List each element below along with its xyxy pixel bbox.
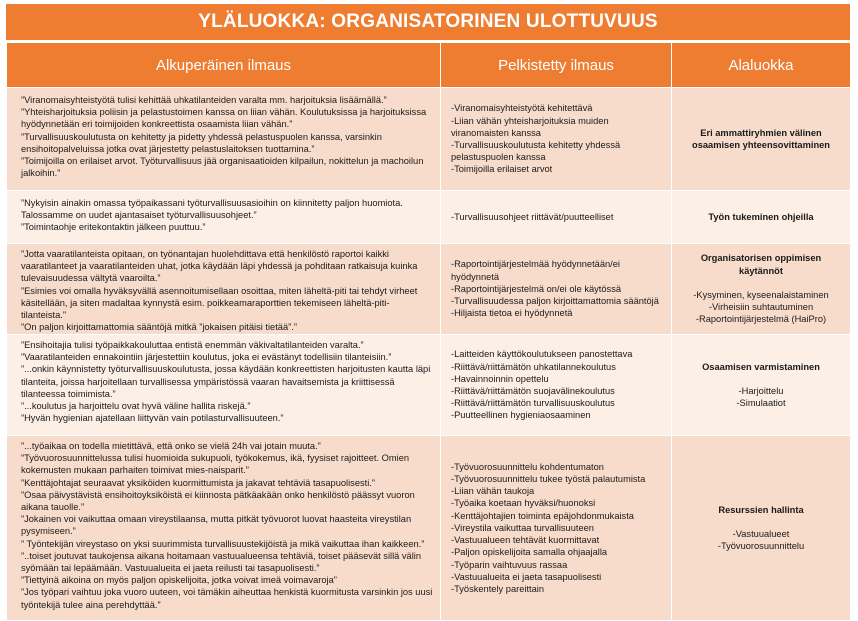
original-expression-cell (7, 88, 441, 191)
quote-line: ”Kenttäjohtajat seuraavat yksiköiden kuormittumista ja jakavat tehtäviä tasapuolisesti.” (21, 477, 375, 488)
subcategory-title: Organisatorisen oppimisen käytännöt (700, 253, 822, 276)
quote-line: ”Vaaratilanteiden ennakointiin järjestettiin koulutus, joka ei evästänyt todellisiin tilanteisiin.” (21, 352, 392, 363)
quote-line: ”Jokainen voi vaikuttaa omaan vireystilaansa, mutta pitkät työvuorot luovat haasteita vireystilan pysymiseen.” (21, 514, 412, 537)
quote-line: ”Esimies voi omalla hyväksyvällä asennoitumisellaan osoittaa, miten läheltä-piti tai tehdyt virheet käsitellään, ja siten madaltaa kynnystä esim. poikkeamaraporttien tekemiseen läheltä-piti-tilanteista.” (21, 285, 418, 321)
subcategory-title: Resurssien hallinta (718, 504, 804, 515)
quote-line: ”Toimintaohje eritekontaktin jälkeen puuttuu.” (21, 222, 206, 233)
quote-line: ”Ensihoitajia tulisi työpaikkakouluttaa entistä enemmän väkivaltatilanteiden varalta.” (21, 340, 364, 350)
simplified-line: -Liian vähän taukoja (451, 486, 535, 497)
quote-line: ”Jos työpari vaihtuu joka vuoro uuteen, voi tämäkin aiheuttaa henkistä kuormitusta varsinkin jos uusi työntekijä tulee aina perehdyttää.” (21, 587, 433, 610)
simplified-line: -Turvallisuudessa paljon kirjoittamattomia sääntöjä (451, 296, 659, 307)
quote-line: ”Turvallisuuskoulutusta on kehitetty ja pidetty yhdessä pelastuspuolen kanssa, varsinkin ensihoitopalveluissa jotka ovat järjestetty pelastuslaitoksen tuottamina.” (21, 131, 382, 154)
simplified-line: -Havainnoinnin opettelu (451, 373, 549, 384)
original-expression-cell (7, 244, 441, 335)
table-row (7, 88, 851, 191)
content-table (6, 42, 851, 621)
simplified-line: -Liian vähän yhteisharjoituksia muiden viranomaisten kanssa (451, 115, 609, 138)
subcategory-cell (672, 191, 851, 244)
simplified-line: -Puutteellinen hygieniaosaaminen (451, 410, 591, 421)
subcategory-item: -Vastuualueet (732, 528, 790, 539)
quote-line: ”Yhteisharjoituksia poliisin ja pelastustoimen kanssa on liian vähän. Koulutuksissa ja harjoituksissa hyödynnetään eri toimijoiden konkreettista osaamista liian vähän.” (21, 107, 427, 130)
simplified-line: -Riittävä/riittämätön turvallisuuskoulutus (451, 398, 615, 409)
subcategory-title: Eri ammattiryhmien välinen osaamisen yhteensovittaminen (692, 127, 830, 150)
original-expression-cell (7, 436, 441, 621)
simplified-line: -Riittävä/riittämätön uhkatilannekoulutus (451, 361, 616, 372)
subcategory-item: -Simulaatiot (736, 398, 786, 409)
simplified-expression-cell (441, 88, 672, 191)
subcategory-item: -Kysyminen, kyseenalaistaminen (693, 289, 829, 300)
header-original-expression: Alkuperäinen ilmaus (7, 43, 441, 88)
original-expression-cell (7, 191, 441, 244)
simplified-line: -Raportointijärjestelmää hyödynnetään/ei hyödynnetä (451, 259, 620, 282)
quote-line: ”Hyvän hygienian ajatellaan liittyvän vain potilasturvallisuuteen.” (21, 413, 284, 424)
simplified-line: -Raportointijärjestelmä on/ei ole käytössä (451, 283, 622, 294)
original-expression-cell (7, 335, 441, 436)
header-subcategory: Alaluokka (672, 43, 851, 88)
simplified-line: -Työskentely pareittain (451, 583, 545, 594)
simplified-line: -Turvallisuusohjeet riittävät/puutteelliset (451, 211, 614, 222)
simplified-expression-cell (441, 335, 672, 436)
simplified-line: -Vastuualueen tehtävät kuormittavat (451, 535, 600, 546)
subcategory-cell (672, 88, 851, 191)
simplified-line: -Kenttäjohtajien toiminta epäjohdonmukaista (451, 510, 634, 521)
simplified-line: -Vireystila vaikuttaa turvallisuuteen (451, 522, 594, 533)
quote-line: ”..toiset joutuvat taukojensa aikana hoitamaan vastuualueensa tehtäviä, toiset pääsevät sillä välin syömään tai lepäämään. Vastuualueita ei jaeta reilusti tai tasapuolisesti.” (21, 550, 422, 574)
subcategory-cell (672, 335, 851, 436)
simplified-line: -Työparin vaihtuvuus rassaa (451, 559, 568, 570)
table-row (7, 191, 851, 244)
simplified-line: -Työaika koetaan hyväksi/huonoksi (451, 498, 596, 509)
quote-line: ”Jotta vaaratilanteista opitaan, on työnantajan huolehdittava että henkilöstö raportoi kaikki vaaratilanteet ja vaaratilanteiden uhat, jotka käydään läpi yhdessä ja pohditaan ratkaisuja kuinka tulevaisuudessa vältytä vaaroilta.” (21, 249, 418, 284)
simplified-line: -Laitteiden käyttökoulutukseen panostettava (451, 349, 633, 360)
quote-line: ”...koulutus ja harjoittelu ovat hyvä väline hallita riskejä.” (21, 401, 251, 412)
quote-line: ”Osaa päivystävistä ensihoitoyksiköistä ei kiinnosta pätkäakään onko henkilöstö päässyt vuoron aikana tauolle.” (21, 489, 415, 513)
table-row (7, 244, 851, 335)
simplified-line: -Hiljaista tietoa ei hyödynnetä (451, 308, 573, 319)
subcategory-cell (672, 436, 851, 621)
quote-line: ”...työaikaa on todella mietittävä, että onko se vielä 24h vai jotain muuta.” (21, 441, 321, 451)
subcategory-item: -Virheisiin suhtautuminen (708, 302, 814, 313)
table-header-row (7, 43, 851, 88)
table-row (7, 335, 851, 436)
simplified-expression-cell (441, 244, 672, 335)
simplified-line: -Työvuorosuunnittelu tukee työstä palautumista (451, 474, 646, 485)
subcategory-cell (672, 244, 851, 335)
quote-line: ”Nykyisin ainakin omassa työpaikassani työturvallisuusasioihin on kiinnitetty paljon huomiota. Talossamme on uudet ajantasaiset työturvallisuusohjeet.” (21, 198, 403, 221)
subcategory-item: -Raportointijärjestelmä (HaiPro) (695, 314, 827, 325)
table-row (7, 436, 851, 621)
simplified-line: -Riittävä/riittämätön suojavälinekoulutus (451, 386, 615, 396)
simplified-line: -Paljon opiskelijoita samalla ohjaajalla (451, 547, 608, 558)
simplified-expression-cell (441, 436, 672, 621)
quote-line: ”Tiettyinä aikoina on myös paljon opiskelijoita, jotka voivat imeä voimavaroja” (21, 575, 337, 586)
simplified-expression-cell (441, 191, 672, 244)
simplified-line: -Työvuorosuunnittelu kohdentumaton (451, 461, 604, 472)
simplified-line: -Turvallisuuskoulutusta kehitetty yhdessä pelastuspuolen kanssa (451, 140, 621, 163)
quote-line: ”...onkin käynnistetty työturvallisuuskoulutusta, jossa käydään konkreettisten harjoitusten kautta läpi tilanteita, joissa harjoitellaan turvallisessa ympäristössä vaaran havaitsemista ja kriittisessä tilanteessa toimimista.” (21, 364, 431, 399)
simplified-line: -Viranomaisyhteistyötä kehitettävä (451, 103, 593, 114)
quote-line: ”Viranomaisyhteistyötä tulisi kehittää uhkatilanteiden varalta mm. harjoituksia lisäämällä.” (21, 95, 387, 105)
slide-title: YLÄLUOKKA: ORGANISATORINEN ULOTTUVUUS (198, 11, 658, 32)
simplified-line: -Vastuualueita ei jaeta tasapuolisesti (451, 571, 602, 582)
header-simplified-expression: Pelkistetty ilmaus (441, 43, 672, 88)
subcategory-item: -Harjoittelu (738, 385, 784, 396)
quote-line: ” Työntekijän vireystaso on yksi suurimmista turvallisuustekijöistä ja mikä vaikuttaa ihan kaikkeen.” (21, 538, 425, 549)
title-bar (6, 4, 850, 42)
quote-line: ”On paljon kirjoittamattomia sääntöjä mitkä ”jokaisen pitäisi tietää”.” (21, 322, 297, 333)
subcategory-title: Työn tukeminen ohjeilla (708, 211, 814, 222)
quote-line: ”Työvuorosuunnittelussa tulisi huomioida sukupuoli, työkokemus, ikä, fyysiset rajoitteet. Omien kokemusten mukaan parhaiten toimivat mies-naisparit.” (21, 453, 410, 476)
simplified-line: -Toimijoilla erilaiset arvot (451, 164, 553, 175)
quote-line: ”Toimijoilla on erilaiset arvot. Työturvallisuus jää organisaatioiden kilpailun, nokittelun ja machoilun jalkoihin.” (21, 156, 424, 179)
subcategory-title: Osaamisen varmistaminen (702, 361, 820, 372)
subcategory-item: -Työvuorosuunnittelu (717, 541, 805, 552)
